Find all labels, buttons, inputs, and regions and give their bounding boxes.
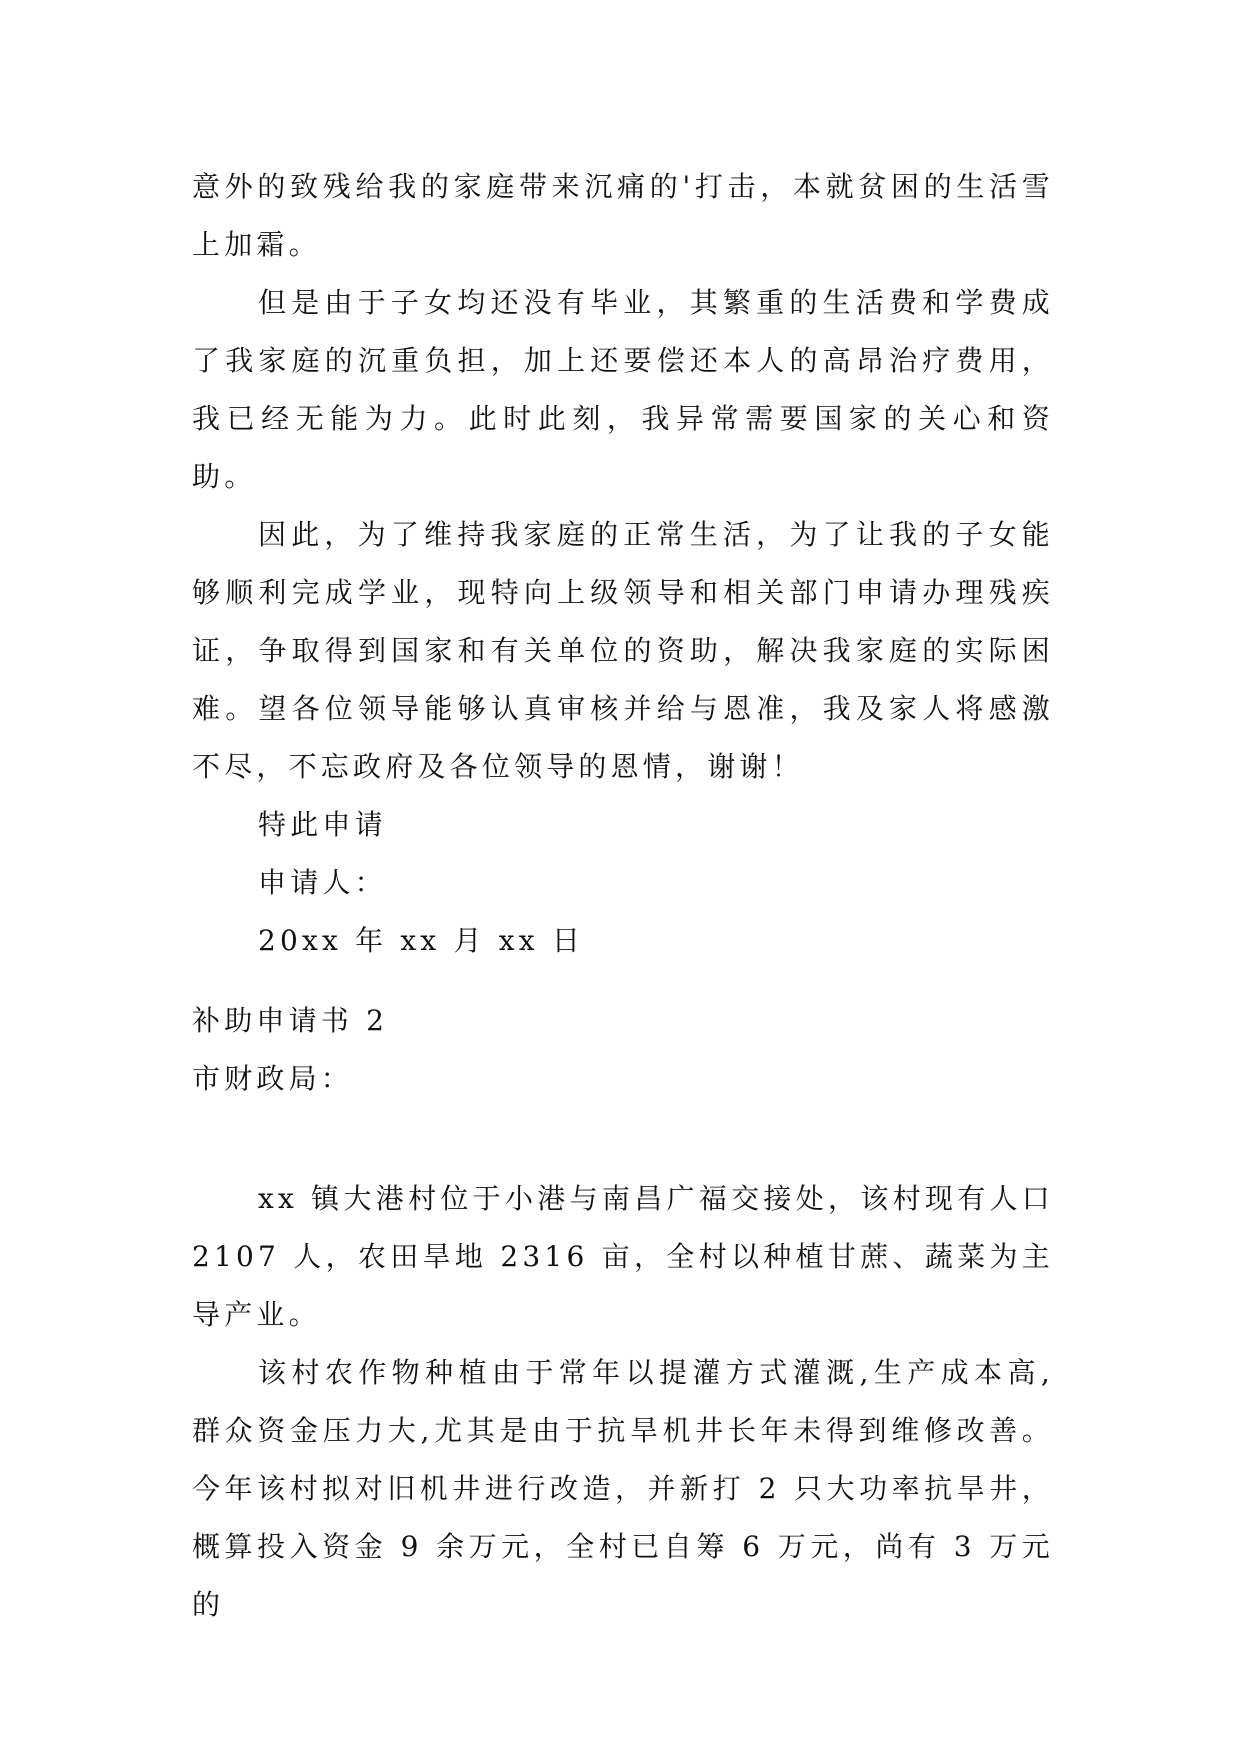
section-spacer <box>192 970 1054 992</box>
paragraph-village-overview: xx 镇大港村位于小港与南昌广福交接处，该村现有人口2107 人，农田旱地 2316 亩，全村以种植甘蔗、蔬菜为主导产业。 <box>192 1182 1054 1331</box>
section-title: 补助申请书 2 <box>192 1004 389 1037</box>
addressee-spacer <box>192 1108 1054 1170</box>
paragraph-injury-impact: 意外的致残给我的家庭带来沉痛的'打击，本就贫困的生活雪上加霜。 <box>192 170 1054 261</box>
paragraph-request: 因此，为了维持我家庭的正常生活，为了让我的子女能够顺利完成学业，现特向上级领导和相关部门申请办理残疾证，争取得到国家和有关单位的资助，解决我家庭的实际困难。望各位领导能够认真审核并给与恩准，我及家人将感激不尽，不忘政府及各位领导的恩情，谢谢！ <box>192 518 1054 783</box>
closing-phrase: 特此申请 <box>258 808 387 841</box>
document-page <box>192 158 1054 1634</box>
application-date: 20xx 年 xx 月 xx 日 <box>258 924 585 957</box>
addressee: 市财政局： <box>192 1062 354 1095</box>
paragraph-financial-burden: 但是由于子女均还没有毕业，其繁重的生活费和学费成了我家庭的沉重负担，加上还要偿还本人的高昂治疗费用，我已经无能为力。此时此刻，我异常需要国家的关心和资助。 <box>192 286 1054 493</box>
paragraph-irrigation-funding: 该村农作物种植由于常年以提灌方式灌溉,生产成本高,群众资金压力大,尤其是由于抗旱机井长年未得到维修改善。今年该村拟对旧机井进行改造，并新打 2 只大功率抗旱井，概算投入资金 9 余万元，全村已自筹 6 万元，尚有 3 万元的 <box>192 1356 1054 1621</box>
applicant-label: 申请人： <box>258 866 387 899</box>
